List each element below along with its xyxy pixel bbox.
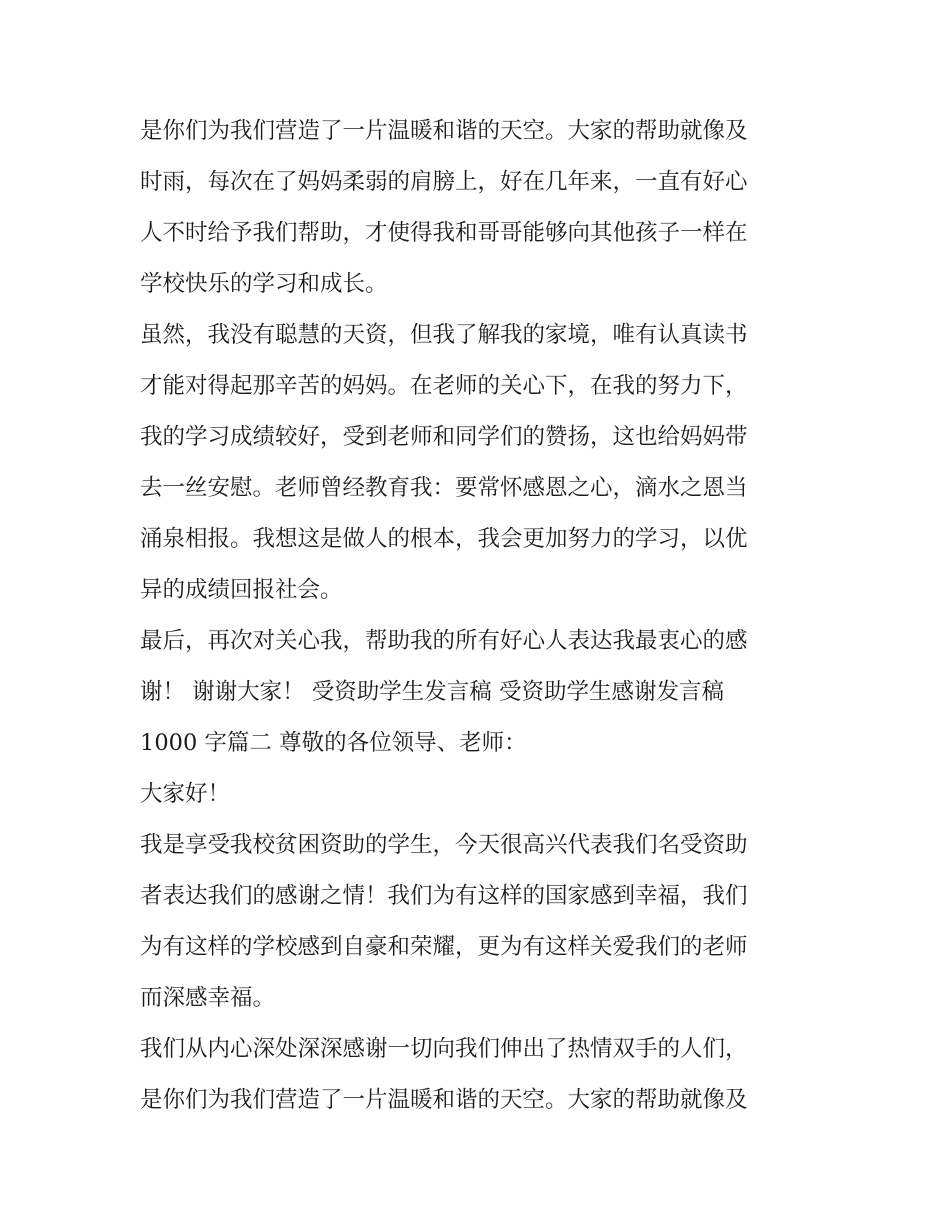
text-line: 时雨，每次在了妈妈柔弱的肩膀上，好在几年来，一直有好心 — [140, 169, 748, 195]
text-line: 者表达我们的感谢之情！我们为有这样的国家感到幸福，我们 — [140, 883, 748, 909]
text-line: 是你们为我们营造了一片温暖和谐的天空。大家的帮助就像及 — [140, 118, 748, 144]
text-line: 是你们为我们营造了一片温暖和谐的天空。大家的帮助就像及 — [140, 1087, 748, 1113]
text-line: 异的成绩回报社会。 — [140, 577, 343, 603]
text-line: 人不时给予我们帮助，才使得我和哥哥能够向其他孩子一样在 — [140, 220, 748, 246]
text-line: 谢！ 谢谢大家！ 受资助学生发言稿 受资助学生感谢发言稿 — [140, 679, 724, 705]
text-line: 我们从内心深处深深感谢一切向我们伸出了热情双手的人们， — [140, 1036, 748, 1062]
text-line: 我的学习成绩较好，受到老师和同学们的赞扬，这也给妈妈带 — [140, 424, 748, 450]
text-line: 为有这样的学校感到自豪和荣耀，更为有这样关爱我们的老师 — [140, 934, 748, 960]
text-line: 才能对得起那辛苦的妈妈。在老师的关心下，在我的努力下， — [140, 373, 748, 399]
text-line: 涌泉相报。我想这是做人的根本，我会更加努力的学习，以优 — [140, 526, 748, 552]
text-line: 大家好！ — [140, 781, 231, 807]
text-line: 最后，再次对关心我，帮助我的所有好心人表达我最衷心的感 — [140, 628, 748, 654]
text-line: 虽然，我没有聪慧的天资，但我了解我的家境，唯有认真读书 — [140, 322, 748, 348]
text-line: 而深感幸福。 — [140, 985, 276, 1011]
body-text — [140, 106, 820, 1126]
text-line: 我是享受我校贫困资助的学生，今天很高兴代表我们名受资助 — [140, 832, 748, 858]
text-line: 1000 字篇二 尊敬的各位领导、老师： — [140, 730, 527, 756]
text-line: 学校快乐的学习和成长。 — [140, 271, 388, 297]
text-line: 去一丝安慰。老师曾经教育我：要常怀感恩之心，滴水之恩当 — [140, 475, 748, 501]
